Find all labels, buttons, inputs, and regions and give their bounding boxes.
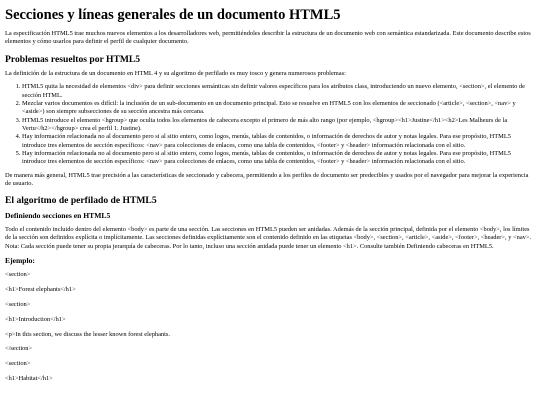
example-line: <section>	[5, 360, 31, 368]
example-line: <section>	[5, 300, 31, 308]
example-line: <section>	[5, 270, 31, 278]
problem-item: 2. Mezclar varios documentos es difícil: la inclusión de un sub-documento en un documento principal. Esto se resuelve en HTML5 con los elementos de seccionado (<article>, <section>, <nav> y <aside>) son siempre subsecciones de su sección ancestra más cercana.	[22, 100, 536, 117]
example-line: </section>	[5, 345, 33, 353]
example-line: <h1>Forest elephants</h1>	[5, 285, 76, 293]
problems-conclusion: De manera más general, HTML5 trae precisión a las características de seccionado y cabecera, permitiendo a los perfiles de documento ser predecibles y usados por el navegador para mejorar la experiencia de usuario.	[5, 171, 529, 188]
defining-sections-paragraph: Todo el contenido incluido dentro del elemento <body> es parte de una sección. Las secciones en HTML5 pueden ser anidadas. Además de la sección principal, definida por el elemento <body>, los límites de la sección son definidos explícita o implícitamente. Las secciones definidas explícitamente son el contenido definido en las etiquetas <body>, <section>, <article>, <aside>, <footer>, <header>, y <nav>. Nota: Cada sección puede tener su propia jerarquía de cabeceras. Por lo tanto, incluso una sección anidada puede tener un elemento <h1>. Consulte también Definiendo cabeceras en HTML5.	[5, 226, 532, 250]
problems-lead: La definición de la estructura de un documento en HTML 4 y su algoritmo de perfilado es muy tosco y genera numerosos problemas:	[5, 69, 346, 77]
problem-item: 5. Hay información relacionada no al documento pero si al sitio entero, como logos, menús, tablas de contenidos, o información de derechos de autor y notas legales. Para ese propósito, HTML5 introduce tres elementos de sección específicos: <nav> para colecciones de enlaces, como una tabla de contenidos, <footer> y <header> información relacionada con el sitio.	[22, 150, 536, 167]
problem-item: 4. Hay información relacionada no al documento pero si al sitio entero, como logos, menús, tablas de contenidos, o información de derechos de autor y notas legales. Para ese propósito, HTML5 introduce tres elementos de sección específicos: <nav> para colecciones de enlaces, como una tabla de contenidos, <footer> y <header> información relacionada con el sitio.	[22, 133, 536, 150]
example-line: <h1>Habitat</h1>	[5, 375, 53, 383]
example-heading: Ejemplo:	[5, 256, 35, 266]
defining-sections-heading: Definiendo secciones en HTML5	[5, 211, 111, 221]
intro-paragraph: La especificación HTML5 trae muchos nuevos elementos a los desarrolladores web, permitiéndoles describir la estructura de un documento web con semántica estandarizada. Este documento describe estos elementos y cómo usarlos para definir el perfil de cualquier documento.	[5, 29, 531, 46]
problems-heading: Problemas resueltos por HTML5	[5, 53, 141, 65]
problem-item: 3. HTML5 introduce el elemento <hgroup> que oculta todos los elementos de cabecera excepto el primero de más alto rango (por ejemplo, <hgroup><h1>Justine</h1><h2>Les Malheurs de la Vertu</h2></hgroup> crea el perfil 1. Justine).	[22, 117, 536, 134]
example-line: <h1>Introduction</h1>	[5, 315, 66, 323]
algorithm-heading: El algoritmo de perfilado de HTML5	[5, 195, 157, 207]
example-line: <p>In this section, we discuss the lesser known forest elephants.	[5, 330, 170, 338]
problem-item: 1. HTML5 quita la necesidad de elementos <div> para definir secciones semánticas sin definir valores específicos para los atributos class, introduciendo un nuevo elemento, <section>, el elemento de sección HTML.	[22, 83, 536, 100]
page-title: Secciones y líneas generales de un documento HTML5	[5, 7, 341, 23]
problems-list	[5, 83, 536, 166]
